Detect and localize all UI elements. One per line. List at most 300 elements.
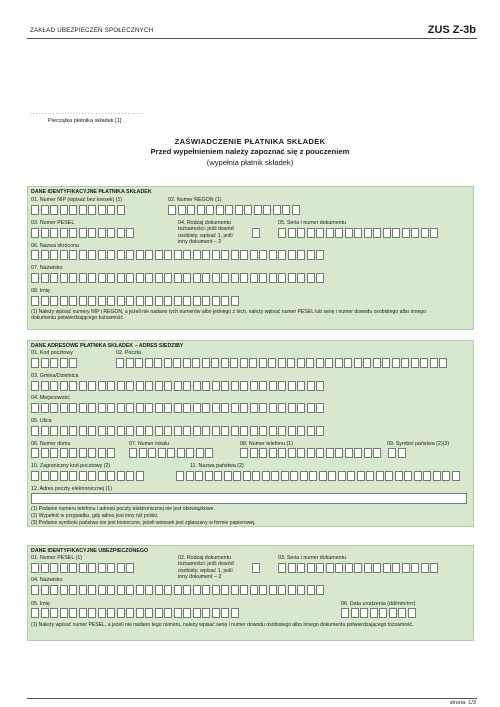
char-cell[interactable] <box>202 250 210 260</box>
char-cell[interactable] <box>50 381 58 391</box>
char-cell[interactable] <box>262 471 270 481</box>
insured-surname-input[interactable] <box>31 585 326 595</box>
char-cell[interactable] <box>278 585 286 595</box>
char-cell[interactable] <box>126 608 134 618</box>
char-cell[interactable] <box>88 273 96 283</box>
char-cell[interactable] <box>240 273 248 283</box>
char-cell[interactable] <box>183 250 191 260</box>
char-cell[interactable] <box>155 296 163 306</box>
char-cell[interactable] <box>388 448 396 458</box>
char-cell[interactable] <box>212 296 220 306</box>
char-cell[interactable] <box>404 471 412 481</box>
char-cell[interactable] <box>41 448 49 458</box>
char-cell[interactable] <box>307 563 315 573</box>
char-cell[interactable] <box>69 296 77 306</box>
char-cell[interactable] <box>341 608 349 618</box>
char-cell[interactable] <box>174 403 182 413</box>
char-cell[interactable] <box>98 585 106 595</box>
char-cell[interactable] <box>98 448 106 458</box>
char-cell[interactable] <box>211 358 219 368</box>
char-cell[interactable] <box>383 563 391 573</box>
char-cell[interactable] <box>433 471 441 481</box>
char-cell[interactable] <box>259 448 267 458</box>
char-cell[interactable] <box>60 358 68 368</box>
char-cell[interactable] <box>411 358 419 368</box>
char-cell[interactable] <box>98 403 106 413</box>
char-cell[interactable] <box>107 205 115 215</box>
char-cell[interactable] <box>325 358 333 368</box>
char-cell[interactable] <box>117 381 125 391</box>
char-cell[interactable] <box>145 358 153 368</box>
char-cell[interactable] <box>136 250 144 260</box>
char-cell[interactable] <box>136 426 144 436</box>
char-cell[interactable] <box>278 448 286 458</box>
char-cell[interactable] <box>250 426 258 436</box>
char-cell[interactable] <box>31 471 39 481</box>
char-cell[interactable] <box>79 471 87 481</box>
char-cell[interactable] <box>107 426 115 436</box>
char-cell[interactable] <box>292 205 300 215</box>
doc-number-input[interactable] <box>278 228 440 238</box>
char-cell[interactable] <box>88 608 96 618</box>
char-cell[interactable] <box>316 358 324 368</box>
char-cell[interactable] <box>259 273 267 283</box>
char-cell[interactable] <box>288 250 296 260</box>
char-cell[interactable] <box>297 358 305 368</box>
char-cell[interactable] <box>278 273 286 283</box>
char-cell[interactable] <box>414 471 422 481</box>
insured-pesel-input[interactable] <box>31 563 136 573</box>
char-cell[interactable] <box>174 585 182 595</box>
char-cell[interactable] <box>107 228 115 238</box>
char-cell[interactable] <box>79 448 87 458</box>
char-cell[interactable] <box>79 381 87 391</box>
char-cell[interactable] <box>98 381 106 391</box>
char-cell[interactable] <box>269 403 277 413</box>
char-cell[interactable] <box>354 448 362 458</box>
char-cell[interactable] <box>41 358 49 368</box>
char-cell[interactable] <box>430 358 438 368</box>
char-cell[interactable] <box>116 358 124 368</box>
char-cell[interactable] <box>335 228 343 238</box>
foreign-postal-code-input[interactable] <box>31 471 145 481</box>
municipality-input[interactable] <box>31 381 326 391</box>
char-cell[interactable] <box>316 448 324 458</box>
char-cell[interactable] <box>79 585 87 595</box>
char-cell[interactable] <box>136 296 144 306</box>
char-cell[interactable] <box>205 471 213 481</box>
doc-type-input[interactable] <box>252 228 262 238</box>
char-cell[interactable] <box>98 296 106 306</box>
char-cell[interactable] <box>183 608 191 618</box>
char-cell[interactable] <box>155 426 163 436</box>
char-cell[interactable] <box>174 381 182 391</box>
birth-date-input[interactable] <box>341 608 417 618</box>
char-cell[interactable] <box>31 448 39 458</box>
city-input[interactable] <box>31 403 326 413</box>
char-cell[interactable] <box>139 448 147 458</box>
char-cell[interactable] <box>155 273 163 283</box>
char-cell[interactable] <box>281 471 289 481</box>
char-cell[interactable] <box>297 403 305 413</box>
char-cell[interactable] <box>307 250 315 260</box>
char-cell[interactable] <box>164 403 172 413</box>
char-cell[interactable] <box>126 296 134 306</box>
char-cell[interactable] <box>252 471 260 481</box>
char-cell[interactable] <box>88 228 96 238</box>
char-cell[interactable] <box>88 448 96 458</box>
insured-first-name-input[interactable] <box>31 608 240 618</box>
char-cell[interactable] <box>41 381 49 391</box>
char-cell[interactable] <box>41 426 49 436</box>
char-cell[interactable] <box>335 358 343 368</box>
char-cell[interactable] <box>420 358 428 368</box>
char-cell[interactable] <box>271 471 279 481</box>
char-cell[interactable] <box>88 205 96 215</box>
char-cell[interactable] <box>107 448 115 458</box>
char-cell[interactable] <box>60 471 68 481</box>
char-cell[interactable] <box>370 608 378 618</box>
char-cell[interactable] <box>212 381 220 391</box>
char-cell[interactable] <box>186 448 194 458</box>
char-cell[interactable] <box>221 403 229 413</box>
char-cell[interactable] <box>155 608 163 618</box>
char-cell[interactable] <box>307 448 315 458</box>
char-cell[interactable] <box>395 471 403 481</box>
char-cell[interactable] <box>269 381 277 391</box>
char-cell[interactable] <box>408 608 416 618</box>
char-cell[interactable] <box>41 250 49 260</box>
char-cell[interactable] <box>41 403 49 413</box>
street-input[interactable] <box>31 426 326 436</box>
char-cell[interactable] <box>126 426 134 436</box>
char-cell[interactable] <box>442 471 450 481</box>
char-cell[interactable] <box>154 358 162 368</box>
char-cell[interactable] <box>145 296 153 306</box>
char-cell[interactable] <box>50 426 58 436</box>
char-cell[interactable] <box>250 381 258 391</box>
char-cell[interactable] <box>107 296 115 306</box>
char-cell[interactable] <box>31 273 39 283</box>
char-cell[interactable] <box>183 585 191 595</box>
char-cell[interactable] <box>306 358 314 368</box>
char-cell[interactable] <box>259 426 267 436</box>
char-cell[interactable] <box>50 296 58 306</box>
char-cell[interactable] <box>278 228 286 238</box>
char-cell[interactable] <box>307 585 315 595</box>
char-cell[interactable] <box>278 381 286 391</box>
char-cell[interactable] <box>193 608 201 618</box>
char-cell[interactable] <box>136 381 144 391</box>
char-cell[interactable] <box>212 273 220 283</box>
char-cell[interactable] <box>31 426 39 436</box>
char-cell[interactable] <box>250 273 258 283</box>
char-cell[interactable] <box>240 250 248 260</box>
char-cell[interactable] <box>41 585 49 595</box>
char-cell[interactable] <box>288 381 296 391</box>
char-cell[interactable] <box>268 358 276 368</box>
char-cell[interactable] <box>174 273 182 283</box>
char-cell[interactable] <box>364 563 372 573</box>
char-cell[interactable] <box>31 205 39 215</box>
char-cell[interactable] <box>164 608 172 618</box>
char-cell[interactable] <box>297 250 305 260</box>
char-cell[interactable] <box>98 608 106 618</box>
char-cell[interactable] <box>278 563 286 573</box>
char-cell[interactable] <box>69 228 77 238</box>
char-cell[interactable] <box>240 403 248 413</box>
char-cell[interactable] <box>240 585 248 595</box>
char-cell[interactable] <box>231 273 239 283</box>
char-cell[interactable] <box>297 381 305 391</box>
char-cell[interactable] <box>249 358 257 368</box>
char-cell[interactable] <box>250 250 258 260</box>
char-cell[interactable] <box>183 381 191 391</box>
char-cell[interactable] <box>88 563 96 573</box>
char-cell[interactable] <box>259 585 267 595</box>
char-cell[interactable] <box>69 585 77 595</box>
char-cell[interactable] <box>117 273 125 283</box>
char-cell[interactable] <box>269 585 277 595</box>
char-cell[interactable] <box>287 358 295 368</box>
char-cell[interactable] <box>69 250 77 260</box>
char-cell[interactable] <box>212 426 220 436</box>
char-cell[interactable] <box>383 228 391 238</box>
char-cell[interactable] <box>98 250 106 260</box>
char-cell[interactable] <box>288 228 296 238</box>
char-cell[interactable] <box>50 471 58 481</box>
char-cell[interactable] <box>316 563 324 573</box>
phone-input[interactable] <box>240 448 383 458</box>
char-cell[interactable] <box>79 608 87 618</box>
char-cell[interactable] <box>373 563 381 573</box>
char-cell[interactable] <box>288 563 296 573</box>
char-cell[interactable] <box>269 250 277 260</box>
char-cell[interactable] <box>202 358 210 368</box>
postal-code-input[interactable] <box>31 358 79 368</box>
char-cell[interactable] <box>360 608 368 618</box>
char-cell[interactable] <box>60 250 68 260</box>
char-cell[interactable] <box>250 585 258 595</box>
char-cell[interactable] <box>164 273 172 283</box>
post-office-input[interactable] <box>116 358 449 368</box>
char-cell[interactable] <box>221 608 229 618</box>
char-cell[interactable] <box>212 585 220 595</box>
char-cell[interactable] <box>316 426 324 436</box>
char-cell[interactable] <box>60 403 68 413</box>
email-input[interactable] <box>31 493 467 504</box>
char-cell[interactable] <box>212 608 220 618</box>
char-cell[interactable] <box>145 381 153 391</box>
char-cell[interactable] <box>290 471 298 481</box>
char-cell[interactable] <box>345 448 353 458</box>
char-cell[interactable] <box>297 273 305 283</box>
char-cell[interactable] <box>259 403 267 413</box>
short-name-input[interactable] <box>31 250 326 260</box>
char-cell[interactable] <box>69 381 77 391</box>
char-cell[interactable] <box>202 273 210 283</box>
char-cell[interactable] <box>316 228 324 238</box>
char-cell[interactable] <box>421 228 429 238</box>
char-cell[interactable] <box>50 563 58 573</box>
char-cell[interactable] <box>79 273 87 283</box>
char-cell[interactable] <box>126 563 134 573</box>
char-cell[interactable] <box>50 205 58 215</box>
char-cell[interactable] <box>278 250 286 260</box>
regon-input[interactable] <box>168 205 301 215</box>
char-cell[interactable] <box>41 296 49 306</box>
char-cell[interactable] <box>107 563 115 573</box>
char-cell[interactable] <box>421 563 429 573</box>
char-cell[interactable] <box>50 403 58 413</box>
char-cell[interactable] <box>31 563 39 573</box>
char-cell[interactable] <box>173 358 181 368</box>
char-cell[interactable] <box>193 250 201 260</box>
char-cell[interactable] <box>385 471 393 481</box>
char-cell[interactable] <box>155 381 163 391</box>
char-cell[interactable] <box>316 381 324 391</box>
char-cell[interactable] <box>195 471 203 481</box>
char-cell[interactable] <box>41 273 49 283</box>
char-cell[interactable] <box>269 426 277 436</box>
char-cell[interactable] <box>231 585 239 595</box>
char-cell[interactable] <box>316 250 324 260</box>
char-cell[interactable] <box>69 205 77 215</box>
char-cell[interactable] <box>231 250 239 260</box>
char-cell[interactable] <box>60 426 68 436</box>
char-cell[interactable] <box>174 608 182 618</box>
char-cell[interactable] <box>411 563 419 573</box>
char-cell[interactable] <box>221 358 229 368</box>
char-cell[interactable] <box>31 358 39 368</box>
char-cell[interactable] <box>50 358 58 368</box>
char-cell[interactable] <box>60 585 68 595</box>
char-cell[interactable] <box>328 471 336 481</box>
char-cell[interactable] <box>357 471 365 481</box>
char-cell[interactable] <box>297 228 305 238</box>
char-cell[interactable] <box>174 250 182 260</box>
char-cell[interactable] <box>145 403 153 413</box>
char-cell[interactable] <box>354 228 362 238</box>
char-cell[interactable] <box>338 471 346 481</box>
char-cell[interactable] <box>98 563 106 573</box>
char-cell[interactable] <box>392 563 400 573</box>
char-cell[interactable] <box>41 471 49 481</box>
char-cell[interactable] <box>126 273 134 283</box>
char-cell[interactable] <box>202 426 210 436</box>
char-cell[interactable] <box>79 563 87 573</box>
char-cell[interactable] <box>205 448 213 458</box>
char-cell[interactable] <box>183 358 191 368</box>
char-cell[interactable] <box>439 358 447 368</box>
char-cell[interactable] <box>401 358 409 368</box>
char-cell[interactable] <box>164 250 172 260</box>
char-cell[interactable] <box>60 608 68 618</box>
char-cell[interactable] <box>231 381 239 391</box>
char-cell[interactable] <box>126 358 134 368</box>
char-cell[interactable] <box>158 448 166 458</box>
char-cell[interactable] <box>98 228 106 238</box>
char-cell[interactable] <box>117 563 125 573</box>
char-cell[interactable] <box>345 563 353 573</box>
char-cell[interactable] <box>240 381 248 391</box>
char-cell[interactable] <box>344 358 352 368</box>
char-cell[interactable] <box>347 471 355 481</box>
char-cell[interactable] <box>202 403 210 413</box>
house-number-input[interactable] <box>31 448 117 458</box>
char-cell[interactable] <box>50 585 58 595</box>
char-cell[interactable] <box>126 228 134 238</box>
char-cell[interactable] <box>117 608 125 618</box>
char-cell[interactable] <box>252 228 260 238</box>
char-cell[interactable] <box>225 205 233 215</box>
char-cell[interactable] <box>259 250 267 260</box>
char-cell[interactable] <box>231 403 239 413</box>
char-cell[interactable] <box>326 563 334 573</box>
char-cell[interactable] <box>379 608 387 618</box>
char-cell[interactable] <box>202 608 210 618</box>
char-cell[interactable] <box>382 358 390 368</box>
char-cell[interactable] <box>202 381 210 391</box>
surname-input[interactable] <box>31 273 326 283</box>
char-cell[interactable] <box>145 426 153 436</box>
char-cell[interactable] <box>288 273 296 283</box>
char-cell[interactable] <box>98 471 106 481</box>
char-cell[interactable] <box>88 250 96 260</box>
char-cell[interactable] <box>193 381 201 391</box>
char-cell[interactable] <box>155 250 163 260</box>
char-cell[interactable] <box>351 608 359 618</box>
char-cell[interactable] <box>79 228 87 238</box>
char-cell[interactable] <box>187 205 195 215</box>
char-cell[interactable] <box>183 296 191 306</box>
char-cell[interactable] <box>376 471 384 481</box>
char-cell[interactable] <box>402 228 410 238</box>
char-cell[interactable] <box>145 250 153 260</box>
char-cell[interactable] <box>307 228 315 238</box>
char-cell[interactable] <box>167 448 175 458</box>
char-cell[interactable] <box>174 296 182 306</box>
char-cell[interactable] <box>363 358 371 368</box>
char-cell[interactable] <box>41 563 49 573</box>
char-cell[interactable] <box>307 426 315 436</box>
char-cell[interactable] <box>31 228 39 238</box>
char-cell[interactable] <box>364 228 372 238</box>
char-cell[interactable] <box>273 205 281 215</box>
char-cell[interactable] <box>164 381 172 391</box>
char-cell[interactable] <box>300 471 308 481</box>
char-cell[interactable] <box>136 273 144 283</box>
char-cell[interactable] <box>145 273 153 283</box>
char-cell[interactable] <box>278 426 286 436</box>
char-cell[interactable] <box>297 585 305 595</box>
char-cell[interactable] <box>192 358 200 368</box>
char-cell[interactable] <box>235 205 243 215</box>
char-cell[interactable] <box>307 403 315 413</box>
char-cell[interactable] <box>216 205 224 215</box>
char-cell[interactable] <box>402 563 410 573</box>
char-cell[interactable] <box>288 426 296 436</box>
char-cell[interactable] <box>244 205 252 215</box>
char-cell[interactable] <box>88 426 96 436</box>
char-cell[interactable] <box>117 471 125 481</box>
char-cell[interactable] <box>136 585 144 595</box>
char-cell[interactable] <box>107 273 115 283</box>
char-cell[interactable] <box>88 403 96 413</box>
char-cell[interactable] <box>354 358 362 368</box>
char-cell[interactable] <box>364 448 372 458</box>
char-cell[interactable] <box>193 585 201 595</box>
